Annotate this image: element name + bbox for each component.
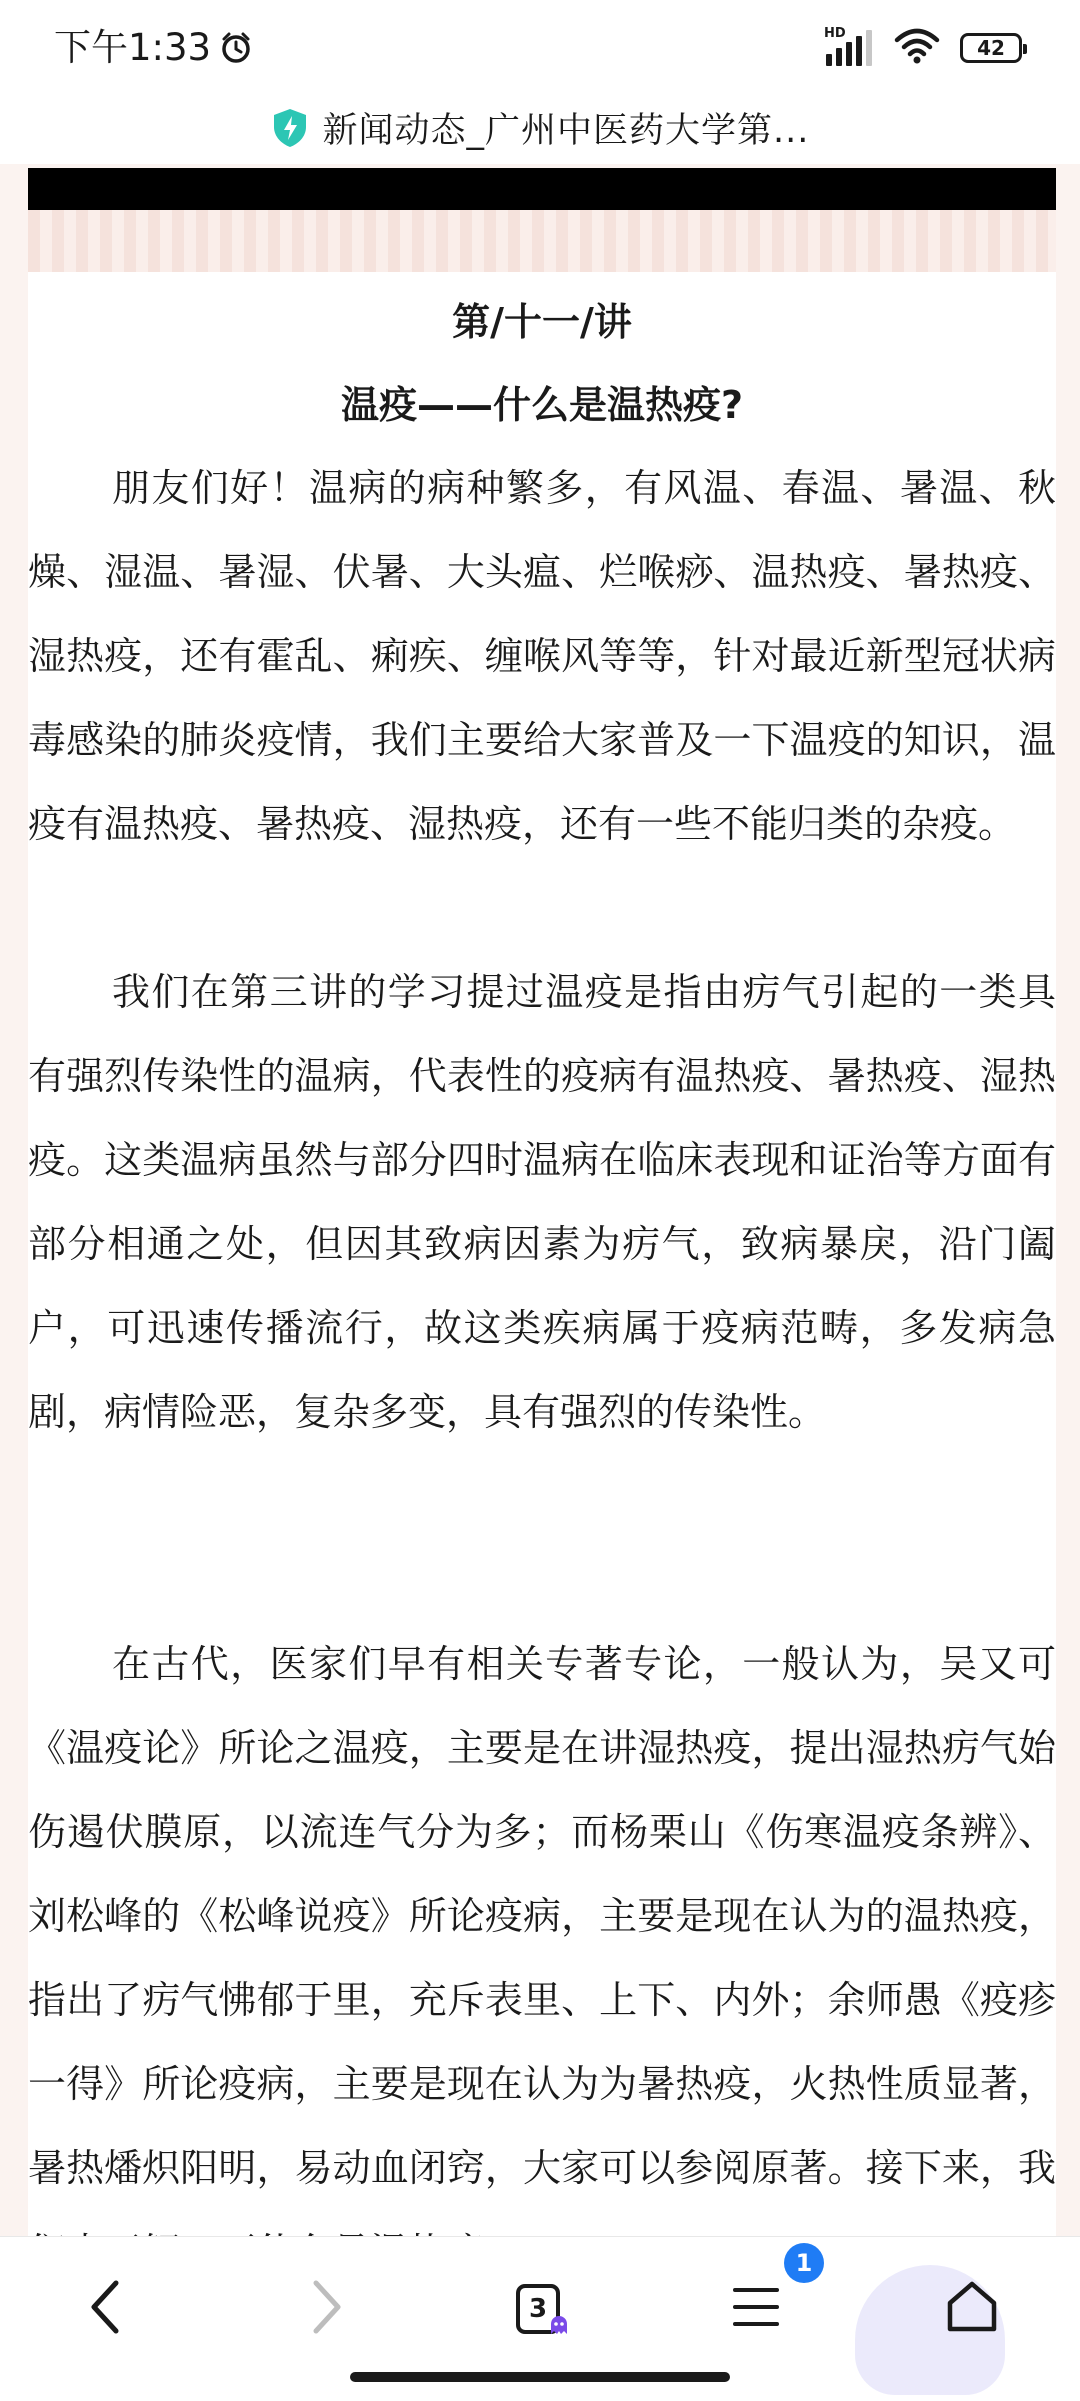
status-icons <box>824 28 1022 68</box>
tabs-icon <box>516 2284 560 2334</box>
menu-icon <box>731 2284 781 2334</box>
menu-notification-badge: 1 <box>784 2243 824 2283</box>
alarm-icon <box>219 31 253 65</box>
address-title-bar[interactable] <box>0 92 1080 164</box>
tab-count: 3 <box>528 2294 548 2324</box>
page-header-banner <box>28 168 1056 210</box>
page-title: 新闻动态_广州中医药大学第... <box>322 111 810 151</box>
home-icon <box>944 2279 1000 2339</box>
battery-icon <box>960 33 1022 63</box>
decorative-pattern-strip <box>28 210 1056 272</box>
article-paragraph: 朋友们好！温病的病种繁多，有风温、春温、暑温、秋燥、湿温、暑湿、伏暑、大头瘟、烂喉痧、温热疫、暑热疫、湿热疫，还有霍乱、痢疾、缠喉风等等，针对最近新型冠状病毒感染的肺炎疫情，我们主要给大家普及一下温疫的知识，温疫有温热疫、暑热疫、湿热疫，还有一些不能归类的杂疫。 <box>28 466 1056 846</box>
lecture-title: 温疫——什么是温热疫? <box>340 383 744 427</box>
article-body <box>28 272 1056 2252</box>
lecture-number: 第/十一/讲 <box>452 300 632 344</box>
signal-icon <box>824 28 874 68</box>
forward-icon <box>306 2279 346 2339</box>
tabs-button[interactable] <box>484 2259 592 2359</box>
gesture-home-indicator[interactable] <box>350 2372 730 2382</box>
back-icon <box>86 2279 126 2339</box>
home-button[interactable] <box>918 2259 1026 2359</box>
back-button[interactable] <box>52 2259 160 2359</box>
wifi-icon <box>894 28 940 68</box>
forward-button[interactable] <box>272 2259 380 2359</box>
article-paragraph: 我们在第三讲的学习提过温疫是指由疠气引起的一类具有强烈传染性的温病，代表性的疫病有温热疫、暑热疫、湿热疫。这类温病虽然与部分四时温病在临床表现和证治等方面有部分相通之处，但因其致病因素为疠气，致病暴戾，沿门阖户，可迅速传播流行，故这类疾病属于疫病范畴，多发病急剧，病情险恶，复杂多变，具有强烈的传染性。 <box>28 970 1056 1434</box>
incognito-ghost-icon <box>548 2314 570 2340</box>
battery-level: 42 <box>977 36 1005 60</box>
shield-bolt-icon[interactable] <box>271 107 309 149</box>
status-bar <box>0 0 1080 92</box>
web-page-content[interactable] <box>0 164 1080 2236</box>
status-time: 下午1:33 <box>54 26 212 69</box>
status-time-group <box>54 22 253 74</box>
article-paragraph: 在古代，医家们早有相关专著专论，一般认为，吴又可《温疫论》所论之温疫，主要是在讲湿热疫，提出湿热疠气始伤遏伏膜原，以流连气分为多；而杨栗山《伤寒温疫条辨》、刘松峰的《松峰说疫》所论疫病，主要是现在认为的温热疫，指出了疠气怫郁于里，充斥表里、上下、内外；余师愚《疫疹一得》所论疫病，主要是现在认为为暑热疫，火热性质显著，暑热燔炽阳明，易动血闭窍，大家可以参阅原著。接下来，我 <box>28 1642 1056 2190</box>
network-badge: HD <box>824 26 846 41</box>
